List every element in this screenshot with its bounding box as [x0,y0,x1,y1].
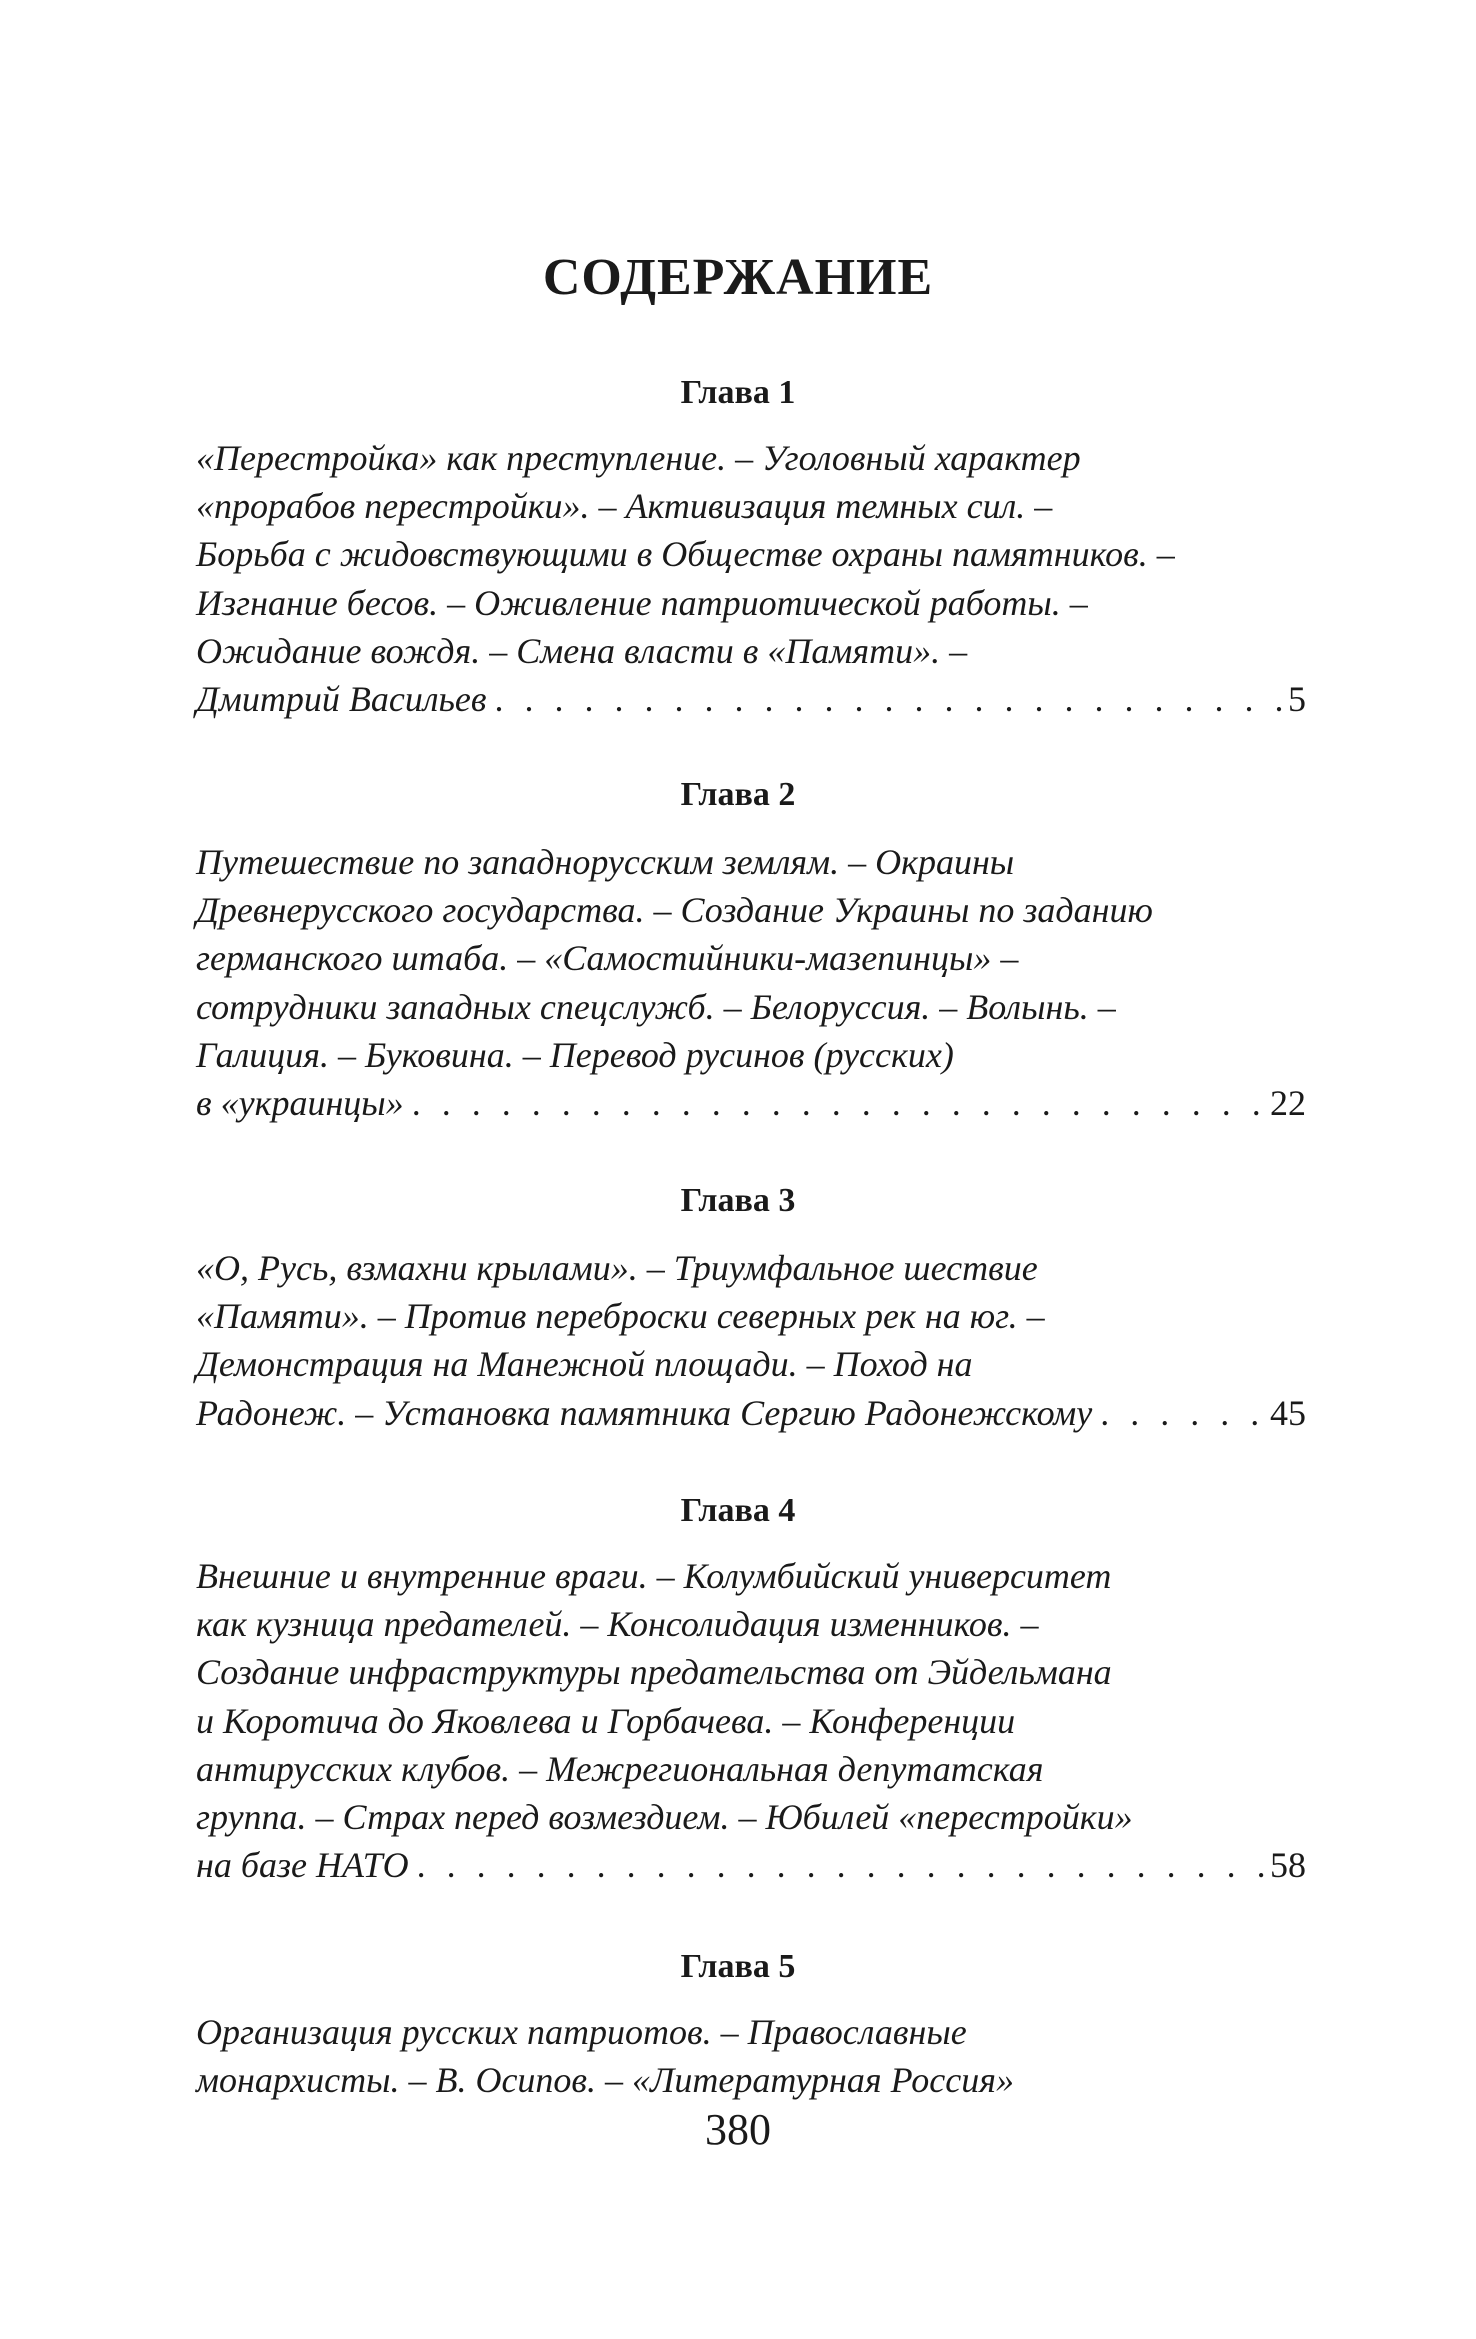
chapter-heading-5: Глава 5 [680,1948,796,1985]
toc-entry-last-line [196,1079,1306,1127]
chapter-heading-3: Глава 3 [680,1182,796,1219]
page-number: 380 [705,2105,771,2154]
toc-line: Радонеж. – Установка памятника Сергию Радонежскому [196,1392,1093,1433]
chapter-heading-1: Глава 1 [680,374,796,411]
toc-line: в «украинцы» [196,1082,404,1123]
toc-line: германского штаба. – «Самостийники-мазепинцы» – [196,938,1019,979]
toc-line: «Перестройка» как преступление. – Уголовный характер [196,438,1081,478]
toc-entry-last-line [196,1841,1306,1889]
toc-line: Демонстрация на Манежной площади. – Поход на [196,1344,973,1385]
page-title: СОДЕРЖАНИЕ [542,249,934,306]
toc-line: Дмитрий Васильев [196,678,487,719]
toc-line: и Коротича до Яковлева и Горбачева. – Конференции [196,1700,1016,1741]
dot-leader [487,675,1288,723]
toc-line: «Памяти». – Против переброски северных рек на юг. – [196,1296,1045,1337]
toc-line: Создание инфраструктуры предательства от Эйдельмана [196,1652,1112,1693]
toc-page-ref: 58 [1270,1845,1306,1886]
toc-line: на базе НАТО [196,1845,409,1886]
toc-line: «О, Русь, взмахни крылами». – Триумфальное шествие [196,1248,1038,1288]
dot-leader [409,1841,1270,1889]
toc-line: Древнерусского государства. – Создание Украины по заданию [196,890,1153,931]
chapter-5-description [196,2008,1306,2104]
chapter-1-description [196,434,1306,723]
toc-page-ref: 5 [1288,678,1306,719]
toc-line: антирусских клубов. – Межрегиональная депутатская [196,1748,1044,1789]
toc-entry-last-line [196,675,1306,723]
toc-line: Борьба с жидовствующими в Обществе охраны памятников. – [196,534,1175,575]
chapter-3-description [196,1244,1306,1437]
chapter-heading-2: Глава 2 [680,776,796,813]
dot-leader [1092,1389,1270,1437]
toc-line: Внешние и внутренние враги. – Колумбийский университет [196,1556,1112,1596]
toc-line: Путешествие по западнорусским землям. – Окраины [196,842,1015,882]
toc-page-ref: 22 [1270,1082,1306,1123]
toc-line: сотрудники западных спецслужб. – Белоруссия. – Волынь. – [196,986,1116,1027]
toc-line: Ожидание вождя. – Смена власти в «Памяти». – [196,630,968,671]
toc-entry-last-line [196,1389,1306,1437]
toc-line: Галиция. – Буковина. – Перевод русинов (русских) [196,1034,954,1075]
toc-page-ref: 45 [1270,1392,1306,1433]
toc-line: группа. – Страх перед возмездием. – Юбилей «перестройки» [196,1796,1133,1837]
toc-line: Организация русских патриотов. – Православные [196,2012,967,2052]
toc-line: Изгнание бесов. – Оживление патриотической работы. – [196,582,1088,623]
chapter-heading-4: Глава 4 [680,1492,796,1529]
chapter-2-description [196,838,1306,1127]
toc-line: как кузница предателей. – Консолидация изменников. – [196,1604,1039,1645]
toc-line: «прорабов перестройки». – Активизация темных сил. – [196,486,1053,527]
toc-line: монархисты. – В. Осипов. – «Литературная Россия» [196,2060,1014,2101]
dot-leader [404,1079,1270,1127]
chapter-4-description [196,1552,1306,1889]
